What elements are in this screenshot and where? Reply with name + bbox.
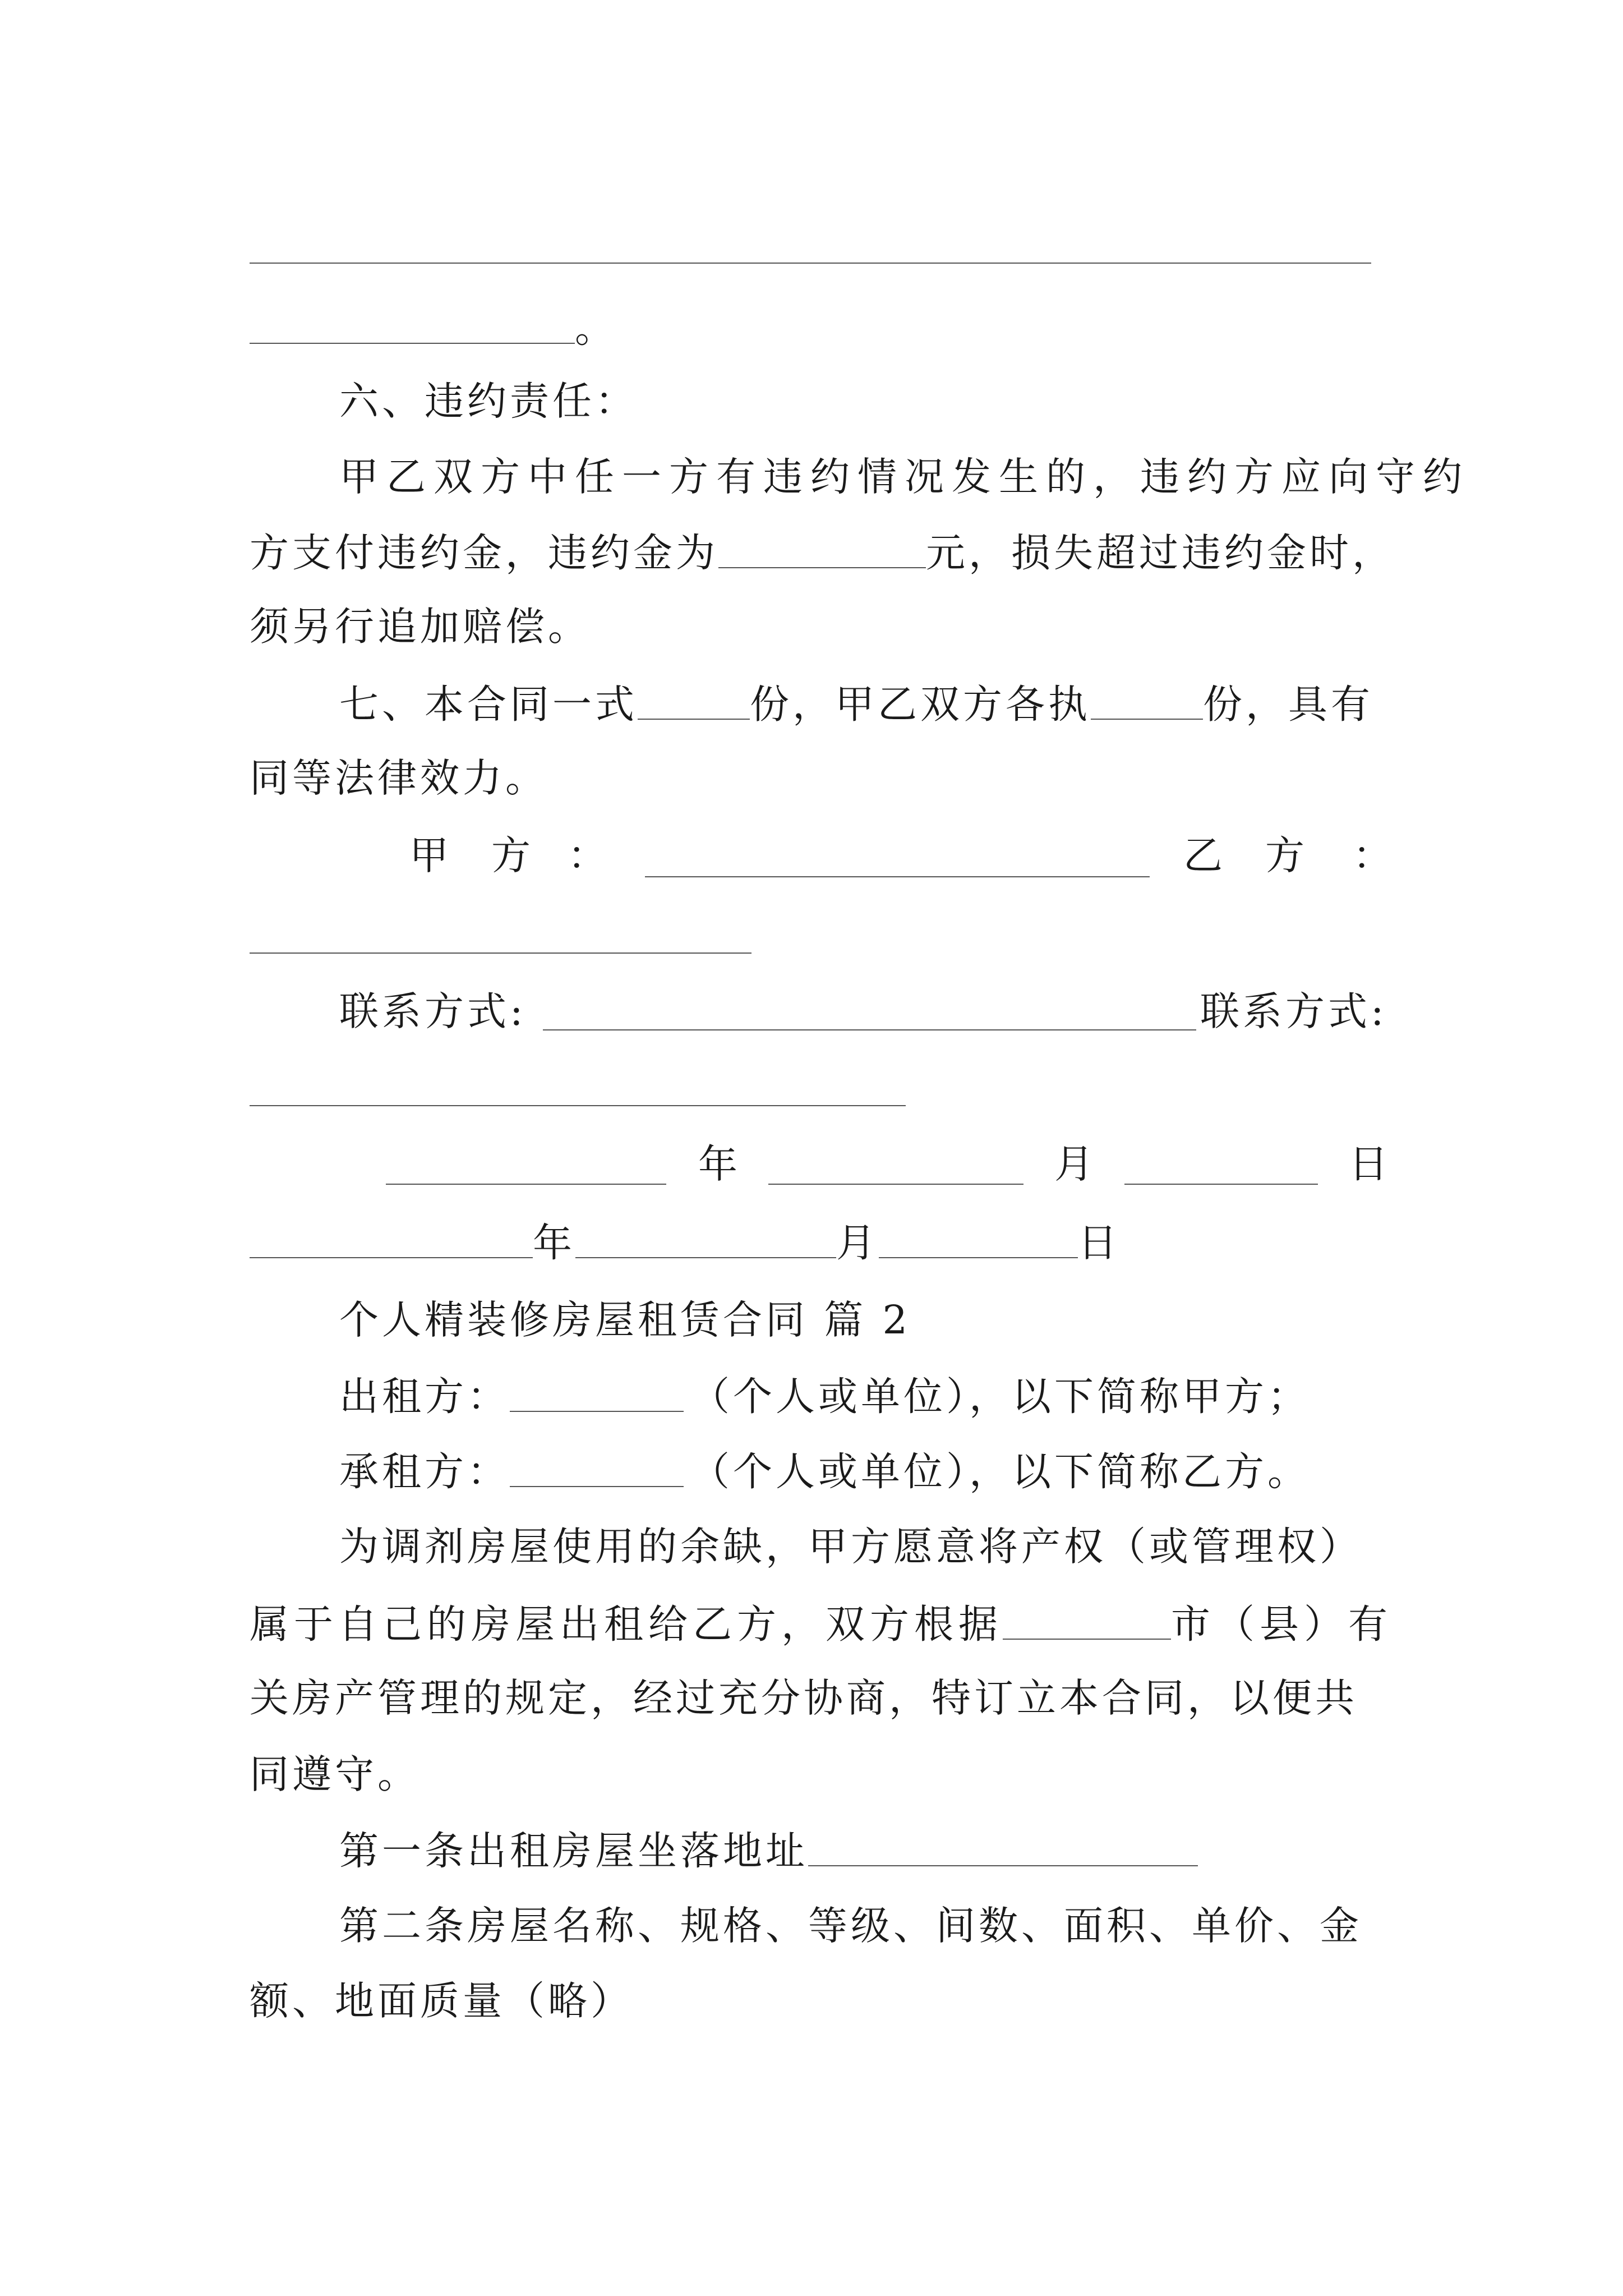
lessee-line: [339, 1448, 1310, 1495]
colon: ：: [1353, 832, 1395, 878]
paragraph-line: [339, 681, 1373, 728]
contact-label: 联系方式:: [1200, 988, 1387, 1034]
paragraph-line: [250, 1978, 633, 2024]
address-blank: [808, 1830, 1198, 1866]
text-line: [250, 305, 617, 352]
paragraph-text: 关房产管理的规定，经过充分协商，特订立本合同，以便共: [250, 1675, 1358, 1721]
month-a-line: [768, 1184, 1023, 1185]
paragraph-line: [339, 1903, 1362, 1949]
lessor-text: （个人或单位），以下简称甲方；: [690, 1373, 1310, 1420]
party-a-sign-line: [645, 876, 1150, 877]
copies-each-blank: [1091, 683, 1203, 720]
paragraph-text: 同等法律效力。: [250, 755, 548, 801]
section-6-title: 六、违约责任：: [339, 378, 638, 424]
article-text: 第二条房屋名称、规格、等级、间数、面积、单价、金: [339, 1903, 1362, 1949]
article-text: 第一条出租房屋坐落地址: [339, 1828, 808, 1874]
article-1-line: [339, 1828, 1198, 1874]
fill-blank: [250, 307, 575, 344]
day-b-blank: [879, 1222, 1078, 1258]
party-a-label: [409, 832, 610, 878]
paragraph-line: [250, 1601, 1393, 1648]
contact-b-line: [250, 1105, 906, 1106]
year-a-label: [698, 1141, 741, 1187]
article-text: 额、地面质量（略）: [250, 1978, 633, 2024]
date-label: 日: [1078, 1220, 1121, 1266]
lessee-text: （个人或单位），以下简称乙方。: [690, 1448, 1310, 1495]
day-a-label: [1349, 1141, 1391, 1187]
heading-text: 个人精装修房屋租赁合同 篇 2: [339, 1297, 911, 1343]
colon: ：: [568, 832, 610, 878]
paragraph-line: [250, 1751, 420, 1797]
contract-heading: [339, 1297, 911, 1343]
party-b-label: [1183, 832, 1395, 878]
date-label: 日: [1349, 1141, 1391, 1187]
lessor-label: 出租方：: [339, 1373, 510, 1420]
lessor-blank: [510, 1375, 684, 1412]
period: 。: [575, 305, 617, 352]
date-label: 年: [533, 1220, 575, 1266]
paragraph-line: [250, 604, 591, 650]
party-a-char: 甲: [409, 832, 452, 878]
paragraph-text: 须另行追加赔偿。: [250, 604, 591, 650]
paragraph-line: [250, 755, 548, 801]
party-b-char: 方: [1265, 832, 1308, 878]
copies-blank: [638, 683, 750, 720]
month-a-label: [1054, 1141, 1097, 1187]
year-a-line: [386, 1184, 666, 1185]
month-b-blank: [575, 1222, 836, 1258]
paragraph-line: [250, 1675, 1358, 1721]
paragraph-text: 属于自己的房屋出租给乙方，双方根据: [250, 1601, 1003, 1648]
lessor-line: [339, 1373, 1310, 1420]
contact-a-label: [339, 988, 527, 1034]
date-label: 月: [836, 1220, 879, 1266]
party-a-char: 方: [491, 832, 534, 878]
city-blank: [1003, 1603, 1171, 1640]
penalty-amount-blank: [718, 532, 926, 568]
paragraph-line: [339, 1524, 1362, 1570]
party-b-char: 乙: [1183, 832, 1226, 878]
paragraph-text: 七、本合同一式: [339, 681, 638, 728]
contact-b-label: [1200, 988, 1387, 1034]
lessee-blank: [510, 1451, 684, 1487]
section-heading: [339, 378, 638, 424]
contact-label: 联系方式:: [339, 988, 527, 1034]
paragraph-text: 元，损失超过违约金时，: [926, 530, 1395, 576]
paragraph-text: 方支付违约金，违约金为: [250, 530, 718, 576]
paragraph-text: 甲乙双方中任一方有违约情况发生的，违约方应向守约: [339, 454, 1470, 500]
party-b-sign-line: [250, 953, 751, 954]
date-line-b: [250, 1220, 1121, 1266]
paragraph-text: 份，甲乙双方各执: [750, 681, 1091, 728]
paragraph-line: [250, 530, 1395, 576]
paragraph-text: 市（县）有: [1171, 1601, 1393, 1648]
contact-a-line: [543, 1029, 1196, 1030]
paragraph-text: 份，具有: [1203, 681, 1373, 728]
day-a-line: [1124, 1184, 1318, 1185]
year-b-blank: [250, 1222, 533, 1258]
paragraph-text: 为调剂房屋使用的余缺，甲方愿意将产权（或管理权）: [339, 1524, 1362, 1570]
paragraph-text: 同遵守。: [250, 1751, 420, 1797]
date-label: 月: [1054, 1141, 1097, 1187]
date-label: 年: [698, 1141, 741, 1187]
paragraph-line: [339, 454, 1470, 500]
fill-blank-line: [250, 263, 1371, 264]
lessee-label: 承租方：: [339, 1448, 510, 1495]
